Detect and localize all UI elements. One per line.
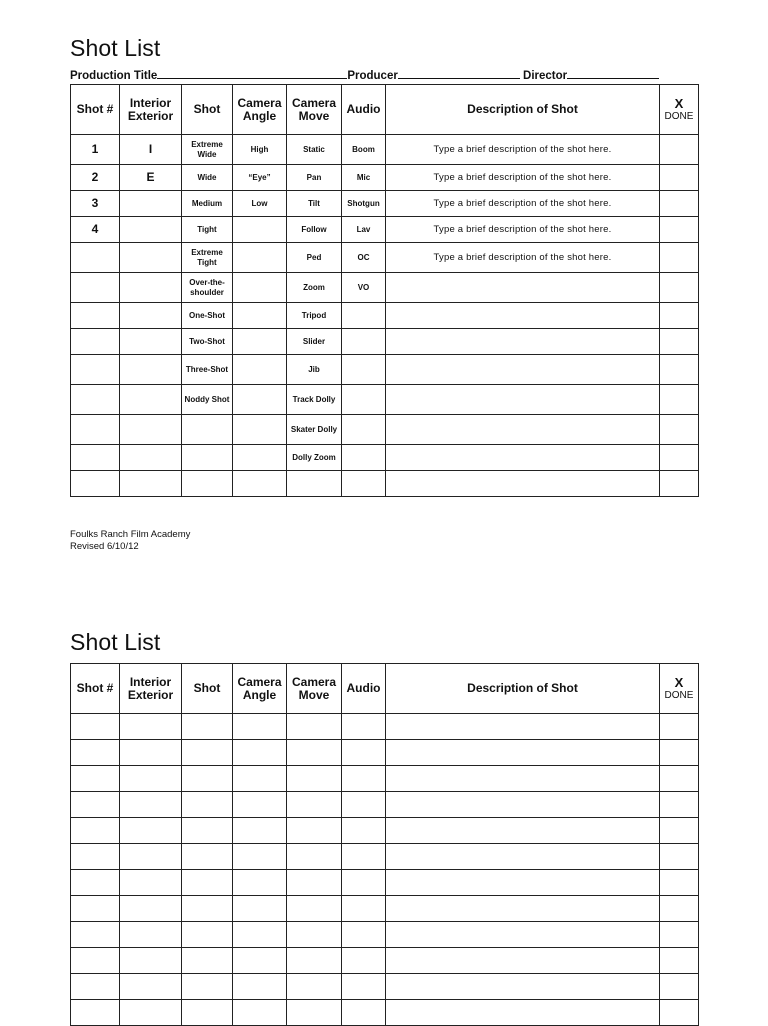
table-row [71, 896, 699, 922]
table-row [71, 714, 699, 740]
table-row [71, 1000, 699, 1026]
audio-cell[interactable] [342, 415, 386, 445]
blank-cell[interactable] [386, 1000, 660, 1026]
page-title-second: Shot List [70, 629, 161, 655]
blank-cell[interactable] [660, 740, 699, 766]
blank-cell[interactable] [182, 714, 233, 740]
description-cell[interactable] [386, 273, 660, 303]
production-info-line [70, 68, 659, 82]
description-cell[interactable]: Type a brief description of the shot here. [386, 243, 660, 273]
blank-cell[interactable] [342, 870, 386, 896]
shot-number-cell[interactable] [71, 329, 120, 355]
blank-cell[interactable] [386, 948, 660, 974]
interior-exterior-cell[interactable] [120, 243, 182, 273]
blank-cell[interactable] [233, 740, 287, 766]
header-done [660, 664, 699, 714]
blank-cell[interactable] [660, 870, 699, 896]
camera-move-cell[interactable]: Tripod [287, 303, 342, 329]
blank-cell[interactable] [287, 974, 342, 1000]
shot-type-cell[interactable] [182, 445, 233, 471]
shot-type-cell[interactable]: Medium [182, 191, 233, 217]
blank-cell[interactable] [182, 896, 233, 922]
blank-cell[interactable] [182, 792, 233, 818]
description-cell[interactable]: Type a brief description of the shot here. [386, 217, 660, 243]
interior-exterior-cell[interactable] [120, 329, 182, 355]
done-checkbox-cell[interactable] [660, 303, 699, 329]
blank-cell[interactable] [233, 818, 287, 844]
footer-revised: Revised 6/10/12 [70, 541, 139, 552]
camera-angle-cell[interactable] [233, 471, 287, 497]
blank-cell[interactable] [342, 792, 386, 818]
producer-blank[interactable] [398, 68, 520, 79]
blank-cell[interactable] [287, 766, 342, 792]
table-row [71, 948, 699, 974]
producer-label: Producer [347, 70, 398, 82]
blank-cell[interactable] [71, 922, 120, 948]
done-checkbox-cell[interactable] [660, 191, 699, 217]
interior-exterior-cell[interactable]: E [120, 165, 182, 191]
blank-cell[interactable] [342, 1000, 386, 1026]
header-interior-exterior: Interior Exterior [120, 85, 182, 135]
header-camera-angle: Camera Angle [233, 664, 287, 714]
blank-cell[interactable] [71, 766, 120, 792]
camera-move-cell[interactable]: Slider [287, 329, 342, 355]
shot-number-cell[interactable]: 2 [71, 165, 120, 191]
blank-cell[interactable] [120, 896, 182, 922]
audio-cell[interactable] [342, 329, 386, 355]
blank-cell[interactable] [120, 766, 182, 792]
blank-cell[interactable] [71, 714, 120, 740]
interior-exterior-cell[interactable] [120, 471, 182, 497]
blank-cell[interactable] [287, 740, 342, 766]
blank-cell[interactable] [386, 818, 660, 844]
done-checkbox-cell[interactable] [660, 243, 699, 273]
footer-academy: Foulks Ranch Film Academy [70, 529, 191, 540]
blank-cell[interactable] [120, 948, 182, 974]
blank-cell[interactable] [342, 922, 386, 948]
blank-cell[interactable] [660, 1000, 699, 1026]
blank-cell[interactable] [342, 948, 386, 974]
table-row [71, 844, 699, 870]
table-row [71, 329, 699, 355]
blank-cell[interactable] [71, 896, 120, 922]
blank-cell[interactable] [287, 714, 342, 740]
blank-cell[interactable] [386, 792, 660, 818]
camera-move-cell[interactable]: Track Dolly [287, 385, 342, 415]
director-label: Director [523, 70, 568, 82]
camera-move-cell[interactable]: Jib [287, 355, 342, 385]
blank-cell[interactable] [386, 714, 660, 740]
table-row [71, 740, 699, 766]
blank-cell[interactable] [71, 844, 120, 870]
table-row [71, 217, 699, 243]
blank-cell[interactable] [660, 818, 699, 844]
description-cell[interactable] [386, 329, 660, 355]
interior-exterior-cell[interactable] [120, 355, 182, 385]
shot-type-cell[interactable]: Extreme Tight [182, 243, 233, 273]
done-checkbox-cell[interactable] [660, 385, 699, 415]
production-title-blank[interactable] [157, 68, 347, 79]
shot-number-cell[interactable] [71, 415, 120, 445]
shot-number-cell[interactable] [71, 273, 120, 303]
shot-number-cell[interactable]: 4 [71, 217, 120, 243]
description-cell[interactable]: Type a brief description of the shot here. [386, 191, 660, 217]
blank-cell[interactable] [342, 974, 386, 1000]
blank-cell[interactable] [182, 922, 233, 948]
audio-cell[interactable]: Boom [342, 135, 386, 165]
blank-cell[interactable] [182, 740, 233, 766]
table-row [71, 385, 699, 415]
camera-move-cell[interactable]: Static [287, 135, 342, 165]
shot-number-cell[interactable] [71, 471, 120, 497]
camera-angle-cell[interactable] [233, 217, 287, 243]
blank-cell[interactable] [233, 948, 287, 974]
table-row [71, 355, 699, 385]
shot-table-blank [70, 663, 699, 1026]
blank-cell[interactable] [287, 896, 342, 922]
shot-type-cell[interactable]: Wide [182, 165, 233, 191]
interior-exterior-cell[interactable] [120, 303, 182, 329]
blank-cell[interactable] [120, 974, 182, 1000]
table-row [71, 445, 699, 471]
interior-exterior-cell[interactable] [120, 217, 182, 243]
blank-cell[interactable] [342, 766, 386, 792]
blank-cell[interactable] [120, 818, 182, 844]
done-checkbox-cell[interactable] [660, 217, 699, 243]
camera-angle-cell[interactable] [233, 329, 287, 355]
shot-type-cell[interactable] [182, 415, 233, 445]
blank-cell[interactable] [233, 766, 287, 792]
blank-cell[interactable] [182, 870, 233, 896]
blank-cell[interactable] [660, 844, 699, 870]
description-cell[interactable] [386, 385, 660, 415]
blank-cell[interactable] [660, 766, 699, 792]
blank-cell[interactable] [660, 922, 699, 948]
camera-move-cell[interactable]: Follow [287, 217, 342, 243]
blank-cell[interactable] [233, 714, 287, 740]
camera-angle-cell[interactable] [233, 385, 287, 415]
table-row [71, 303, 699, 329]
audio-cell[interactable] [342, 303, 386, 329]
table-row [71, 974, 699, 1000]
done-checkbox-cell[interactable] [660, 445, 699, 471]
shot-number-cell[interactable] [71, 385, 120, 415]
shot-type-cell[interactable]: Noddy Shot [182, 385, 233, 415]
table-row [71, 766, 699, 792]
shot-number-cell[interactable] [71, 303, 120, 329]
blank-cell[interactable] [120, 870, 182, 896]
blank-cell[interactable] [386, 974, 660, 1000]
audio-cell[interactable]: Mic [342, 165, 386, 191]
blank-cell[interactable] [182, 948, 233, 974]
blank-cell[interactable] [120, 844, 182, 870]
header-audio: Audio [342, 85, 386, 135]
blank-cell[interactable] [120, 1000, 182, 1026]
audio-cell[interactable]: OC [342, 243, 386, 273]
blank-cell[interactable] [233, 922, 287, 948]
header-shot: Shot [182, 664, 233, 714]
shot-number-cell[interactable] [71, 355, 120, 385]
header-audio: Audio [342, 664, 386, 714]
blank-cell[interactable] [386, 844, 660, 870]
blank-cell[interactable] [386, 896, 660, 922]
header-description: Description of Shot [386, 664, 660, 714]
table-row [71, 191, 699, 217]
blank-cell[interactable] [120, 792, 182, 818]
blank-cell[interactable] [182, 1000, 233, 1026]
blank-cell[interactable] [71, 792, 120, 818]
camera-angle-cell[interactable] [233, 303, 287, 329]
header-camera-angle: Camera Angle [233, 85, 287, 135]
interior-exterior-cell[interactable] [120, 273, 182, 303]
header-interior-exterior: Interior Exterior [120, 664, 182, 714]
audio-cell[interactable] [342, 445, 386, 471]
camera-move-cell[interactable]: Pan [287, 165, 342, 191]
header-camera-move: Camera Move [287, 85, 342, 135]
shot-type-cell[interactable] [182, 471, 233, 497]
blank-cell[interactable] [233, 844, 287, 870]
header-done [660, 85, 699, 135]
shot-number-cell[interactable]: 3 [71, 191, 120, 217]
table-row [71, 243, 699, 273]
done-checkbox-cell[interactable] [660, 135, 699, 165]
shot-type-cell[interactable]: Three-Shot [182, 355, 233, 385]
table-row [71, 818, 699, 844]
table-row [71, 922, 699, 948]
shot-number-cell[interactable]: 1 [71, 135, 120, 165]
audio-cell[interactable] [342, 471, 386, 497]
camera-move-cell[interactable]: Skater Dolly [287, 415, 342, 445]
description-cell[interactable] [386, 303, 660, 329]
done-checkbox-cell[interactable] [660, 273, 699, 303]
header-camera-move: Camera Move [287, 664, 342, 714]
director-blank[interactable] [567, 68, 659, 79]
blank-cell[interactable] [386, 740, 660, 766]
description-cell[interactable] [386, 415, 660, 445]
blank-cell[interactable] [233, 896, 287, 922]
blank-cell[interactable] [660, 974, 699, 1000]
header-description: Description of Shot [386, 85, 660, 135]
shot-number-cell[interactable] [71, 445, 120, 471]
blank-cell[interactable] [233, 792, 287, 818]
blank-cell[interactable] [287, 948, 342, 974]
camera-angle-cell[interactable]: Low [233, 191, 287, 217]
footer [70, 529, 190, 553]
blank-cell[interactable] [386, 870, 660, 896]
shot-type-cell[interactable]: Tight [182, 217, 233, 243]
table-row [71, 415, 699, 445]
header-done-label: DONE [664, 689, 694, 701]
blank-cell[interactable] [386, 922, 660, 948]
blank-cell[interactable] [71, 974, 120, 1000]
blank-cell[interactable] [120, 922, 182, 948]
blank-cell[interactable] [660, 948, 699, 974]
done-checkbox-cell[interactable] [660, 329, 699, 355]
audio-cell[interactable]: Lav [342, 217, 386, 243]
blank-cell[interactable] [120, 740, 182, 766]
done-checkbox-cell[interactable] [660, 165, 699, 191]
production-title-label: Production Title [70, 70, 158, 82]
blank-cell[interactable] [287, 818, 342, 844]
interior-exterior-cell[interactable] [120, 445, 182, 471]
camera-angle-cell[interactable]: “Eye” [233, 165, 287, 191]
table-row [71, 471, 699, 497]
header-done-label: DONE [664, 110, 694, 122]
interior-exterior-cell[interactable] [120, 385, 182, 415]
header-shot-number: Shot # [71, 664, 120, 714]
table-row [71, 792, 699, 818]
blank-cell[interactable] [120, 714, 182, 740]
blank-cell[interactable] [287, 1000, 342, 1026]
blank-cell[interactable] [182, 974, 233, 1000]
camera-move-cell[interactable]: Ped [287, 243, 342, 273]
blank-cell[interactable] [233, 974, 287, 1000]
done-checkbox-cell[interactable] [660, 471, 699, 497]
done-checkbox-cell[interactable] [660, 415, 699, 445]
blank-cell[interactable] [287, 870, 342, 896]
camera-move-cell[interactable]: Zoom [287, 273, 342, 303]
interior-exterior-cell[interactable]: I [120, 135, 182, 165]
shot-type-cell[interactable]: Two-Shot [182, 329, 233, 355]
blank-cell[interactable] [342, 844, 386, 870]
blank-cell[interactable] [182, 818, 233, 844]
blank-cell[interactable] [233, 1000, 287, 1026]
blank-cell[interactable] [287, 792, 342, 818]
shot-type-cell[interactable]: Over-the-shoulder [182, 273, 233, 303]
description-cell[interactable]: Type a brief description of the shot here. [386, 165, 660, 191]
shot-type-cell[interactable]: One-Shot [182, 303, 233, 329]
header-shot: Shot [182, 85, 233, 135]
blank-cell[interactable] [342, 740, 386, 766]
table-row [71, 870, 699, 896]
camera-angle-cell[interactable] [233, 243, 287, 273]
camera-move-cell[interactable] [287, 471, 342, 497]
camera-angle-cell[interactable]: High [233, 135, 287, 165]
blank-cell[interactable] [660, 896, 699, 922]
shot-type-cell[interactable]: Extreme Wide [182, 135, 233, 165]
blank-cell[interactable] [342, 896, 386, 922]
blank-cell[interactable] [287, 844, 342, 870]
blank-cell[interactable] [71, 948, 120, 974]
description-cell[interactable]: Type a brief description of the shot here. [386, 135, 660, 165]
blank-cell[interactable] [287, 922, 342, 948]
shot-number-cell[interactable] [71, 243, 120, 273]
header-x: X [674, 95, 684, 111]
camera-angle-cell[interactable] [233, 273, 287, 303]
blank-cell[interactable] [71, 870, 120, 896]
shot-table [70, 84, 699, 497]
blank-cell[interactable] [71, 1000, 120, 1026]
table-row [71, 273, 699, 303]
camera-move-cell[interactable]: Tilt [287, 191, 342, 217]
table-header-row [71, 85, 699, 135]
header-shot-number: Shot # [71, 85, 120, 135]
description-cell[interactable] [386, 355, 660, 385]
blank-cell[interactable] [233, 870, 287, 896]
table-row [71, 165, 699, 191]
done-checkbox-cell[interactable] [660, 355, 699, 385]
blank-cell[interactable] [342, 714, 386, 740]
camera-angle-cell[interactable] [233, 445, 287, 471]
description-cell[interactable] [386, 471, 660, 497]
audio-cell[interactable]: VO [342, 273, 386, 303]
blank-cell[interactable] [342, 818, 386, 844]
table-row [71, 135, 699, 165]
audio-cell[interactable]: Shotgun [342, 191, 386, 217]
interior-exterior-cell[interactable] [120, 191, 182, 217]
blank-cell[interactable] [182, 766, 233, 792]
description-cell[interactable] [386, 445, 660, 471]
camera-move-cell[interactable]: Dolly Zoom [287, 445, 342, 471]
camera-angle-cell[interactable] [233, 415, 287, 445]
page-title: Shot List [70, 35, 161, 61]
blank-cell[interactable] [386, 766, 660, 792]
blank-cell[interactable] [182, 844, 233, 870]
blank-cell[interactable] [660, 714, 699, 740]
interior-exterior-cell[interactable] [120, 415, 182, 445]
blank-cell[interactable] [71, 740, 120, 766]
table-header-row [71, 664, 699, 714]
header-x: X [674, 674, 684, 690]
audio-cell[interactable] [342, 385, 386, 415]
audio-cell[interactable] [342, 355, 386, 385]
blank-cell[interactable] [71, 818, 120, 844]
camera-angle-cell[interactable] [233, 355, 287, 385]
blank-cell[interactable] [660, 792, 699, 818]
